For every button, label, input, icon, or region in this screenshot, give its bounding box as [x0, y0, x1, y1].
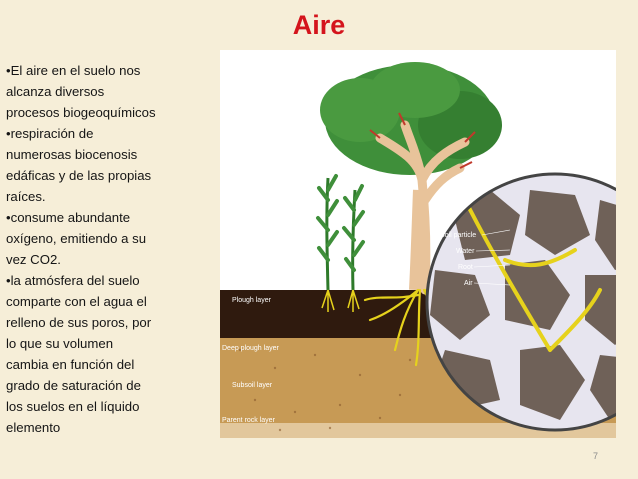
text-line: vez CO2. — [6, 252, 61, 267]
body-text — [6, 60, 201, 438]
text-line: oxígeno, emitiendo a su — [6, 231, 147, 246]
water-label: Water — [456, 248, 475, 255]
soil-particle-label: Soil particle — [440, 232, 477, 239]
root-label: Root — [458, 264, 473, 271]
text-line: •la atmósfera del suelo — [6, 273, 140, 288]
text-line: •El aire en el suelo nos — [6, 63, 141, 78]
plough-layer-label: Plough layer — [232, 297, 271, 304]
text-line: grado de saturación de — [6, 378, 141, 393]
text-line: elemento — [6, 420, 61, 435]
text-line: raíces. — [6, 189, 46, 204]
text-line: relleno de sus poros, por — [6, 315, 152, 330]
text-line: •respiración de — [6, 126, 94, 141]
text-line: edáficas y de las propias — [6, 168, 152, 183]
page-number: 7 — [593, 451, 599, 461]
text-line: procesos biogeoquímicos — [6, 105, 156, 120]
air-label: Air — [464, 280, 473, 287]
soil-illustration — [220, 50, 616, 438]
text-line: lo que su volumen — [6, 336, 114, 351]
text-line: cambia en función del — [6, 357, 135, 372]
text-line: comparte con el agua el — [6, 294, 147, 309]
text-line: numerosas biocenosis — [6, 147, 138, 162]
slide-title: Aire — [292, 10, 346, 40]
parent-rock-layer-label: Parent rock layer — [222, 417, 275, 424]
text-line: alcanza diversos — [6, 84, 105, 99]
text-line: los suelos en el líquido — [6, 399, 140, 414]
subsoil-layer-label: Subsoil layer — [232, 382, 273, 389]
deep-plough-layer-label: Deep plough layer — [222, 345, 279, 352]
text-line: •consume abundante — [6, 210, 131, 225]
